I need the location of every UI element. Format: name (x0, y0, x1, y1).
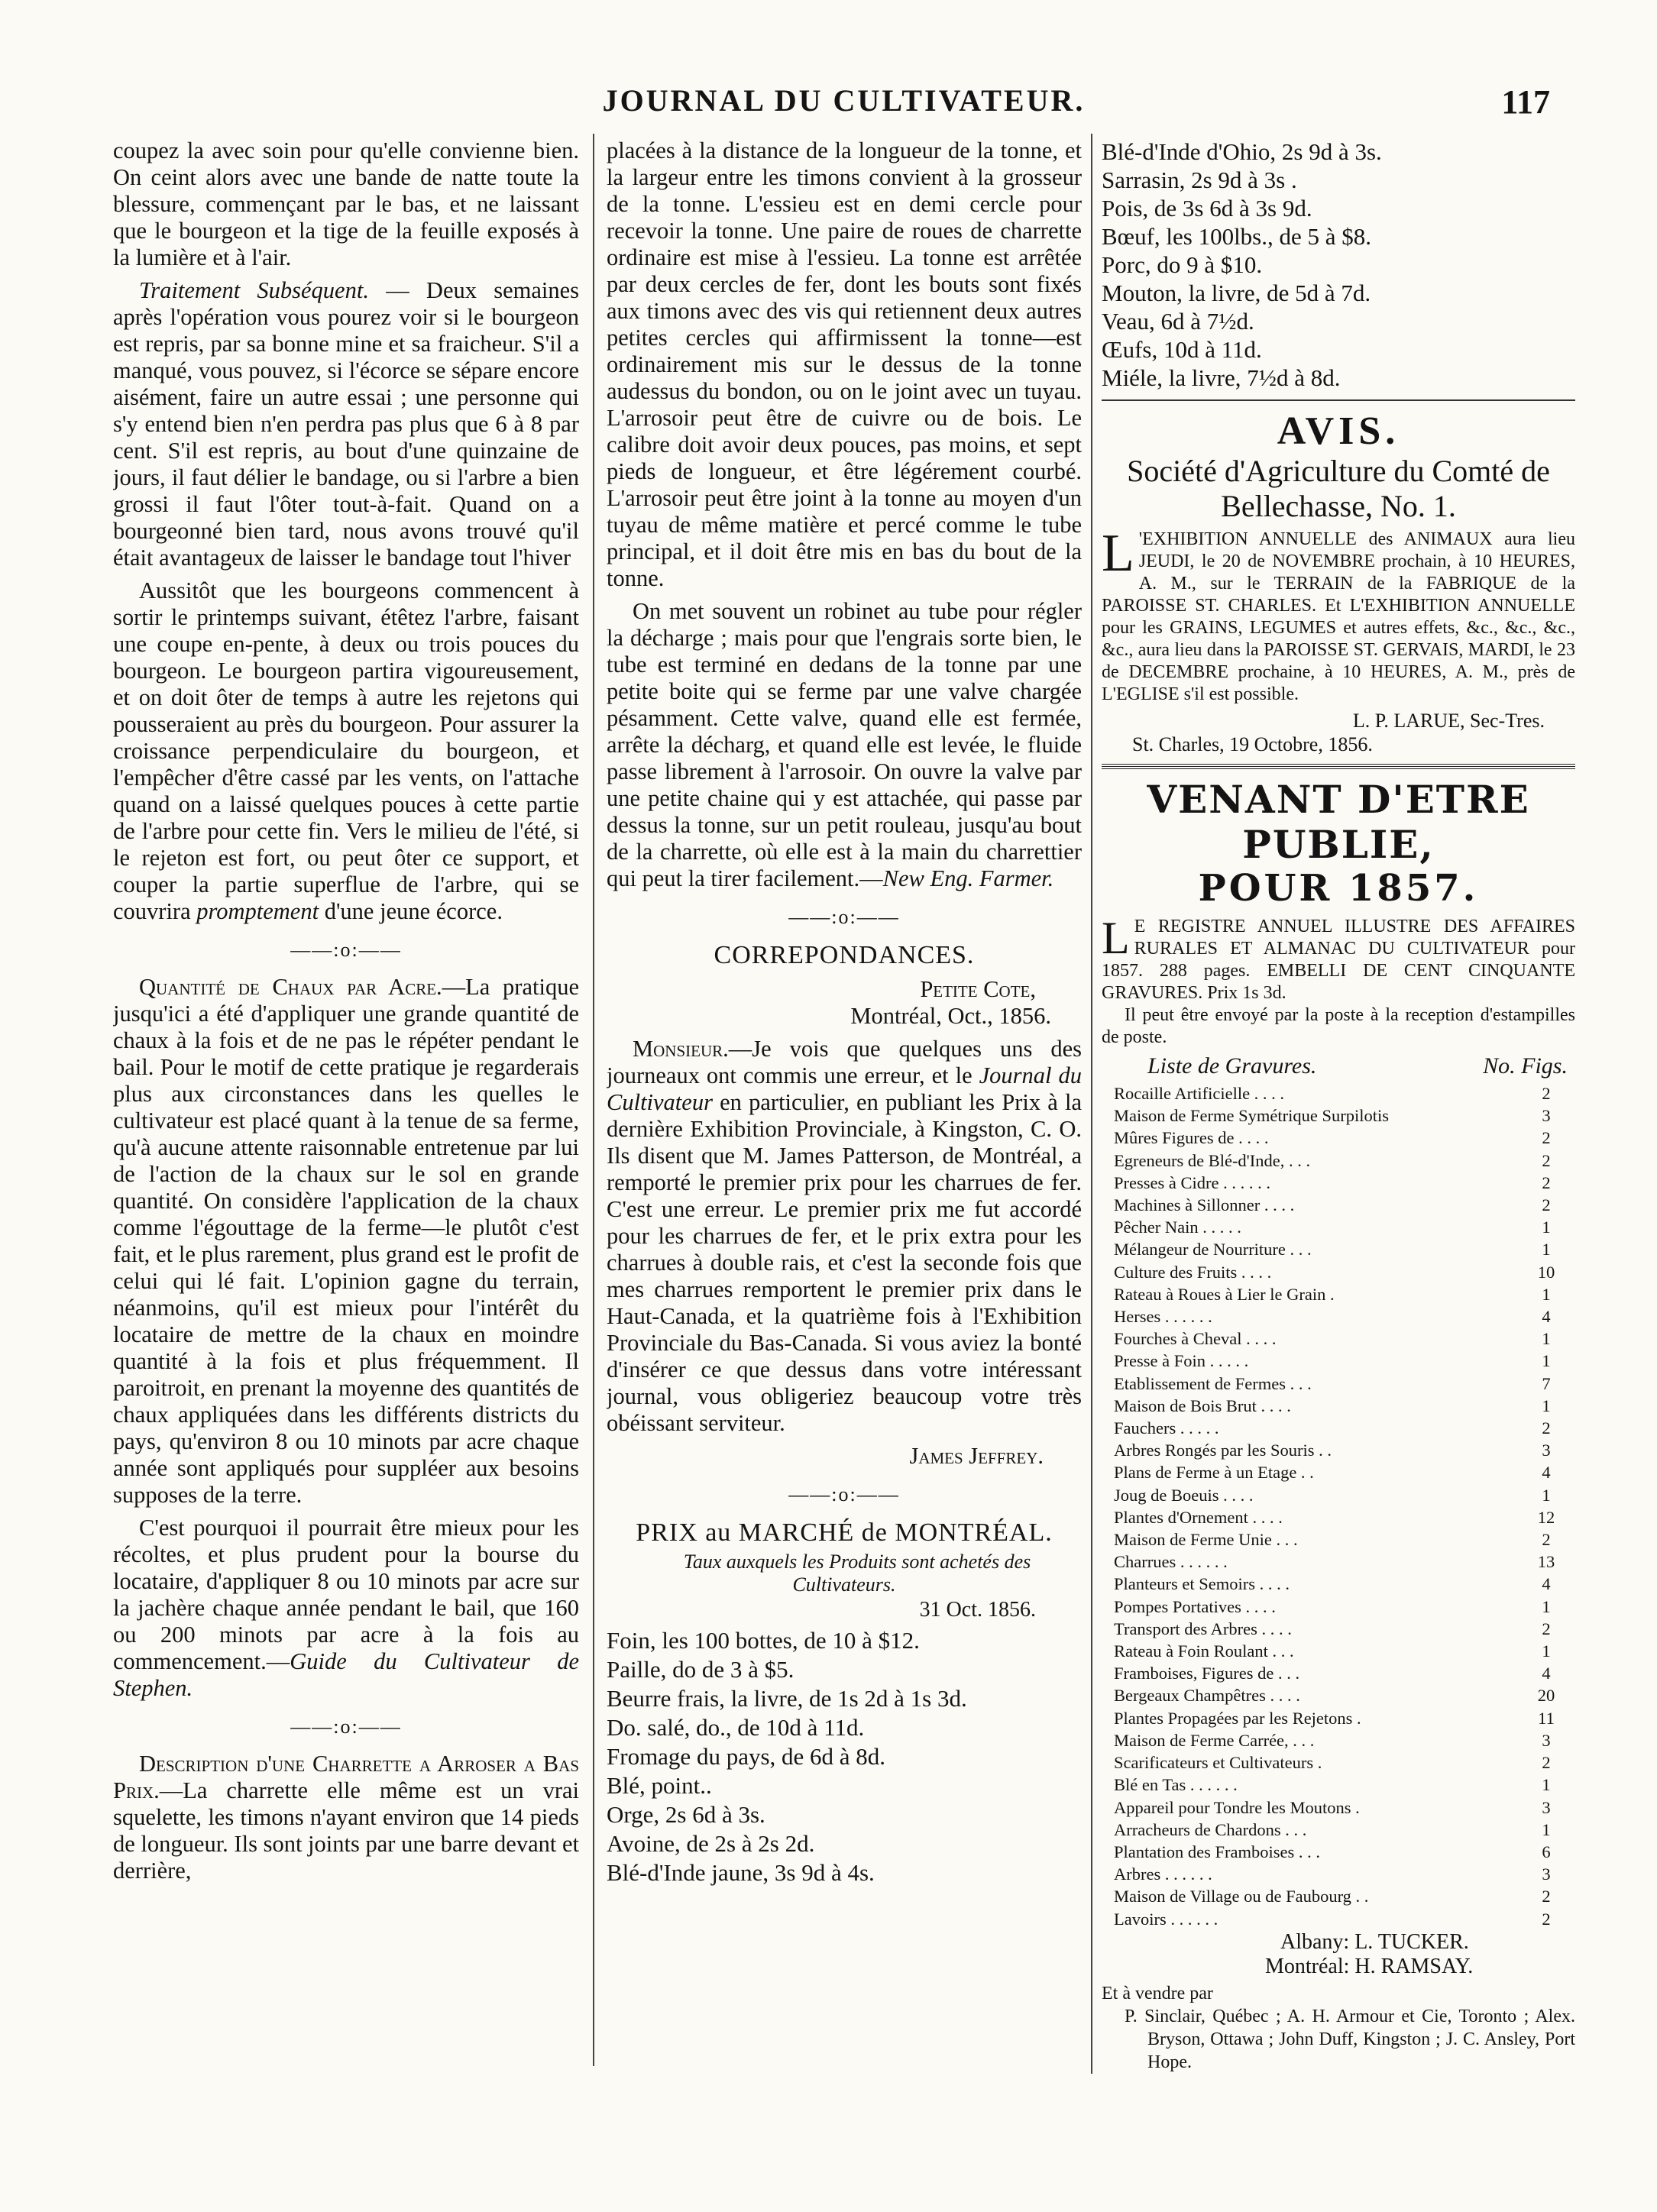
price-line: Blé, point.. (607, 1772, 712, 1799)
divider (1102, 399, 1575, 401)
list-item (1114, 1172, 1562, 1194)
item-count: 3 (1542, 1106, 1551, 1126)
item-count: 1 (1542, 1395, 1551, 1415)
item-count: 2 (1542, 1084, 1551, 1103)
item-name: Plantes d'Ornement . . . . (1114, 1507, 1283, 1527)
list-item (1114, 1528, 1562, 1551)
letter-salutation: Monsieur. (633, 1036, 729, 1062)
paragraph (113, 577, 579, 925)
price-list (607, 1626, 1082, 1887)
ad-subheadline: POUR 1857. (1198, 867, 1479, 910)
item-count: 2 (1542, 1753, 1551, 1773)
item-name: Appareil pour Tondre les Moutons . (1114, 1797, 1360, 1817)
ad-text (1102, 913, 1575, 1004)
price-line: Bœuf, les 100lbs., de 5 à $8. (1102, 223, 1372, 250)
item-name: Scarificateurs et Cultivateurs . (1114, 1753, 1322, 1773)
list-item (1114, 1908, 1562, 1930)
item-count: 12 (1537, 1507, 1555, 1527)
drop-cap: L (1102, 913, 1130, 963)
item-name: Fauchers . . . . . (1114, 1418, 1219, 1438)
item-count: 2 (1542, 1619, 1551, 1638)
list-item (1114, 1484, 1562, 1506)
notice-date: St. Charles, 19 Octobre, 1856. (1132, 733, 1373, 755)
notice-signature: L. P. LARUE, Sec-Tres. (1352, 710, 1545, 732)
ad-body: E REGISTRE ANNUEL ILLUSTRE DES AFFAIRES RURALES ET ALMANAC DU CULTIVATEUR pour 1857. 288 pages. EMBELLI DE CENT CINQUANTE GRAVURES. Prix 1s 3d. (1102, 917, 1575, 1003)
price-line: Pois, de 3s 6d à 3s 9d. (1102, 195, 1312, 222)
price-line: Beurre frais, la livre, de 1s 2d à 1s 3d. (607, 1685, 967, 1712)
list-item (1114, 1216, 1562, 1238)
item-name: Machines à Sillonner . . . . (1114, 1195, 1295, 1215)
paragraph (607, 598, 1082, 892)
item-name: Framboises, Figures de . . . (1114, 1664, 1300, 1683)
list-item (1114, 1618, 1562, 1640)
market-prices-subtitle: Taux auxquels les Produits sont achetés des Cultivateurs. (683, 1551, 1031, 1596)
item-count: 7 (1542, 1373, 1551, 1393)
section-title: Traitement Subséquent. (139, 277, 369, 303)
list-item (1114, 1506, 1562, 1528)
item-name: Mélangeur de Nourriture . . . (1114, 1240, 1312, 1260)
notice-text (1102, 524, 1575, 706)
ad-headline: VENANT D'ETRE PUBLIE, (1147, 777, 1530, 867)
item-name: Maison de Ferme Symétrique Surpilotis (1114, 1106, 1389, 1126)
item-count: 3 (1542, 1864, 1551, 1884)
list-item (1114, 1417, 1562, 1439)
item-name: Maison de Ferme Unie . . . (1114, 1530, 1298, 1550)
notice-heading: AVIS. (1277, 409, 1400, 453)
list-item (1114, 1261, 1562, 1283)
list-item (1114, 1305, 1562, 1328)
list-item (1114, 1283, 1562, 1305)
emphasis: Journal du Cultivateur (607, 1062, 1082, 1115)
item-name: Arbres . . . . . . (1114, 1864, 1212, 1884)
publisher-albany: Albany: L. TUCKER. (1280, 1929, 1469, 1954)
item-name: Maison de Ferme Carrée, . . . (1114, 1730, 1315, 1750)
item-count: 1 (1542, 1596, 1551, 1616)
column-2 (607, 137, 1082, 2212)
list-item (1114, 1350, 1562, 1372)
item-count: 2 (1542, 1150, 1551, 1170)
item-name: Rocaille Artificielle . . . . (1114, 1084, 1285, 1103)
list-item (1114, 1551, 1562, 1573)
paragraph-text: Aussitôt que les bourgeons commencent à sortir le printemps suivant, étêtez l'arbre, faisant une coupe en-pente, à deux ou trois pouces du bourgeon. Le bourgeon partira vigoureusement, et on doit ôter de temps à autre les rejetons qui pousseraient au près du bourgeon. Pour assurer la croissance perpendiculaire du bourgeon, et l'empêcher d'être cassé par les vents, on l'attache quand on a laissé quelques pouces à cette partie de l'arbre pour cette fin. Vers le milieu de l'été, si le rejeton est fort, ou peut ôter ce support, et couper la partie superflue de l'arbre, qui se couvrira (113, 577, 579, 924)
price-line: Do. salé, do., de 10d à 11d. (607, 1714, 865, 1741)
list-item (1114, 1461, 1562, 1483)
item-name: Fourches à Cheval . . . . (1114, 1329, 1277, 1349)
column-rule-2 (1091, 134, 1092, 2074)
publisher-montreal: Montréal: H. RAMSAY. (1265, 1954, 1474, 1978)
separator: ——:o:—— (788, 1483, 900, 1505)
item-name: Etablissement de Fermes . . . (1114, 1373, 1312, 1393)
item-count: 1 (1542, 1329, 1551, 1349)
price-line: Foin, les 100 bottes, de 10 à $12. (607, 1627, 920, 1654)
item-count: 1 (1542, 1775, 1551, 1795)
price-line: Sarrasin, 2s 9d à 3s . (1102, 167, 1297, 193)
item-count: 1 (1542, 1819, 1551, 1839)
ad-postal-note: Il peut être envoyé par la poste à la reception d'estampilles de poste. (1102, 1005, 1575, 1047)
price-line: Mouton, la livre, de 5d à 7d. (1102, 280, 1371, 306)
item-name: Charrues . . . . . . (1114, 1552, 1228, 1572)
column-1 (113, 137, 579, 2212)
paragraph (113, 277, 579, 571)
society-title: Société d'Agriculture du Comté de Bellechasse, No. 1. (1127, 454, 1550, 523)
item-name: Culture des Fruits . . . . (1114, 1262, 1272, 1282)
paragraph-text: — Deux semaines après l'opération vous pourez voir si le bourgeon est repris, par sa bonne mine et sa fraicheur. S'il a manqué, vous pouvez, si l'écorce se sépare encore aisément, faire un autre essai ; une personne qui s'y entend bien n'en perdra pas plus que 6 à 8 par cent. S'il est repris, au bout d'une quinzaine de jours, il faut délier le bandage, ou si l'arbre a bien grossi il faut l'ôter tout-à-fait. Quand on a bourgeonné bien tard, nous avons trouvé qu'il était avantageux de laisser le bandage tout l'hiver (113, 277, 579, 571)
paragraph-text: en particulier, en publiant les Prix à la dernière Exhibition Provinciale, à Kingston, C. O. Ils disent que M. James Patterson, de Montréal, a remporté le premier prix pour les charrues de fer. C'est une erreur. Le premier prix me fut accordé pour les charrues de fer, et le prix extra pour les charrues à double rais, et c'est la seconde fois que mes charrues remportent le premier prix dans le Haut-Canada, et la quatrième fois à l'Exhibition Provinciale du Bas-Canada. Si vous aviez la bonté d'insérer ce que dessus dans votre intéressant journal, vous obligeriez beaucoup votre très obéissant serviteur. (607, 1089, 1082, 1436)
column-rule-1 (593, 134, 594, 2066)
engravings-list-header (1147, 1053, 1568, 1079)
item-name: Bergeaux Champêtres . . . . (1114, 1686, 1300, 1706)
item-name: Plans de Ferme à un Etage . . (1114, 1463, 1314, 1483)
item-name: Maison de Bois Brut . . . . (1114, 1395, 1291, 1415)
item-name: Blé en Tas . . . . . . (1114, 1775, 1238, 1795)
list-item (1114, 1841, 1562, 1863)
item-count: 1 (1542, 1284, 1551, 1304)
list-item (1114, 1819, 1562, 1841)
list-item (1114, 1104, 1562, 1127)
paragraph-text: On met souvent un robinet au tube pour régler la décharge ; mais pour que l'engrais sorte bien, le tube est terminé en dedans de la tonne par une petite boite qui se ferme par une valve chargée pésamment. Cette valve, quand elle est fermée, arrête la décharg, et quand elle est levée, le fluide passe librement à l'arrosoir. On ouvre la valve par une petite chaine qui y est attachée, qui passe par dessus la tonne, sur un petit rouleau, jusqu'au bout de la charrette, où elle est à la main du charrettier qui peut la tirer facilement.— (607, 598, 1082, 891)
item-count: 1 (1542, 1641, 1551, 1661)
item-name: Lavoirs . . . . . . (1114, 1909, 1218, 1929)
price-line: Veau, 6d à 7½d. (1102, 308, 1254, 335)
letter-signature: James Jeffrey. (909, 1443, 1044, 1469)
price-line: Blé-d'Inde jaune, 3s 9d à 4s. (607, 1859, 875, 1886)
paragraph-text: d'une jeune écorce. (324, 898, 503, 924)
stockists-list: P. Sinclair, Québec ; A. H. Armour et Cie, Toronto ; Alex. Bryson, Ottawa ; John Duff, Kingston ; J. C. Ansley, Port Hope. (1125, 2006, 1575, 2072)
item-name: Pêcher Nain . . . . . (1114, 1218, 1241, 1237)
market-prices-date: 31 Oct. 1856. (919, 1598, 1036, 1622)
correspondence-heading: CORREPONDANCES. (714, 941, 975, 969)
list-item (1114, 1796, 1562, 1819)
list-item (1114, 1082, 1562, 1104)
price-line: Orge, 2s 6d à 3s. (607, 1801, 765, 1828)
item-count: 1 (1542, 1351, 1551, 1371)
item-count: 4 (1542, 1574, 1551, 1594)
price-line: Avoine, de 2s à 2s 2d. (607, 1830, 815, 1857)
divider (1102, 764, 1575, 769)
list-item (1114, 1662, 1562, 1684)
item-name: Rateau à Foin Roulant . . . (1114, 1641, 1294, 1661)
paragraph-text: —La pratique jusqu'ici a été d'appliquer une grande quantité de chaux à la fois et de ne pas le répéter pendant le bail. Pour le motif de cette pratique je regarderais plus aux circonstances dans les quelles le cultivateur est placé quant à la tenue de sa ferme, qu'à aucune attente raisonnable entretenue par lui de l'action de la chaux sur le sol en grande quantité. On considère l'application de la chaux comme l'égouttage de la ferme—le plutôt c'est fait, et le plus rarement, plus grand est le profit de celui qui lé fait. L'opinion gagne du terrain, néanmoins, qu'il est mieux pour l'intérêt du locataire de mettre de la chaux en moindre quantité à la fois et plus fréquemment. Il paroitroit, en prenant la moyenne des quantités de chaux appliquées dans les différents districts du pays, qu'environ 8 ou 10 minots par acre chaque année sont appliqués pour suppléer aux besoins supposes de la terre. (113, 974, 579, 1508)
running-header (107, 82, 1581, 125)
paragraph (113, 1751, 579, 1884)
item-count: 3 (1542, 1441, 1551, 1460)
item-name: Transport des Arbres . . . . (1114, 1619, 1292, 1638)
item-name: Presse à Foin . . . . . (1114, 1351, 1249, 1371)
list-item (1114, 1150, 1562, 1172)
item-count: 3 (1542, 1730, 1551, 1750)
price-line: Paille, do de 3 à $5. (607, 1656, 795, 1683)
item-name: Mûres Figures de . . . . (1114, 1128, 1269, 1148)
list-item (1114, 1684, 1562, 1706)
paragraph: coupez la avec soin pour qu'elle convienne bien. On ceint alors avec une bande de natte toute la blessure, commençant par le bas, et ne laissant que le bourgeon et la tige de la feuille exposés à la lumière et à l'air. (113, 137, 579, 270)
list-item (1114, 1127, 1562, 1149)
list-item (1114, 1238, 1562, 1260)
notice-body: 'EXHIBITION ANNUELLE des ANIMAUX aura lieu JEUDI, le 20 de NOVEMBRE prochain, à 10 HEURES, A. M., sur le TERRAIN de la FABRIQUE de la PAROISSE ST. CHARLES. Et L'EXHIBITION ANNUELLE pour les GRAINS, LEGUMES et autres effets, &c., &c., &c., &c., aura lieu dans la PAROISSE ST. GERVAIS, MARDI, le 23 de DECEMBRE prochaine, à 10 HEURES, A. M., près de L'EGLISE s'il est possible. (1102, 529, 1575, 704)
item-count: 10 (1537, 1262, 1555, 1282)
item-name: Presses à Cidre . . . . . . (1114, 1172, 1270, 1192)
price-list-continued (1102, 137, 1575, 392)
engravings-list (1102, 1082, 1575, 1930)
price-line: Œufs, 10d à 11d. (1102, 336, 1262, 363)
item-count: 2 (1542, 1128, 1551, 1148)
item-count: 13 (1537, 1552, 1555, 1572)
list-item (1114, 1885, 1562, 1907)
item-count: 20 (1537, 1686, 1555, 1706)
item-count: 11 (1538, 1708, 1555, 1728)
price-line: Blé-d'Inde d'Ohio, 2s 9d à 3s. (1102, 138, 1382, 165)
letter-place: Petite Cote, (920, 976, 1036, 1002)
list-item (1114, 1640, 1562, 1662)
separator: ——:o:—— (290, 939, 402, 961)
paragraph: placées à la distance de la longueur de la tonne, et la largeur entre les timons convient à la grosseur de la tonne. L'essieu est en demi cercle pour recevoir la tonne. Une paire de roues de charrette ordinaire est mise à l'essieu. La tonne est arrêtée par deux cercles de fer, dont les bouts sont fixés aux timons avec des vis qui retiennent deux autres petites cercles qui affirmissent la tonne—est ordinairement mis sur le dessus de la tonne audessus du bondon, ou on le joint avec un tuyau. L'arrosoir peut être de cuivre ou de bois. Le calibre doit avoir deux pouces, pas moins, et sept pieds de longueur, et être légérement courbé. L'arrosoir peut être joint à la tonne au moyen d'un tuyau de même matière et percé comme le tube principal, et il doit être mis en bas du bout de la tonne. (607, 137, 1082, 591)
source-citation: New Eng. Farmer. (882, 865, 1054, 891)
item-count: 4 (1542, 1307, 1551, 1327)
item-name: Arbres Rongés par les Souris . . (1114, 1441, 1332, 1460)
stockists-heading: Et à vendre par (1102, 1983, 1213, 2003)
source-citation: Guide du Cultivateur de Stephen. (113, 1648, 579, 1701)
separator: ——:o:—— (290, 1716, 402, 1738)
list-header-left: Liste de Gravures. (1147, 1053, 1317, 1079)
paragraph-text: C'est pourquoi il pourrait être mieux pour les récoltes, et plus prudent pour la bourse du locataire, d'appliquer 8 ou 10 minots par acre sur la jachère chaque année pendant le bail, que 160 ou 200 minots par acre à la fois au commencement.— (113, 1515, 579, 1674)
paragraph (607, 1036, 1082, 1437)
item-count: 4 (1542, 1463, 1551, 1483)
item-count: 2 (1542, 1909, 1551, 1929)
paragraph-text: —La charrette elle même est un vrai squelette, les timons n'ayant environ que 14 pieds de longueur. Ils sont joints par une barre devant et derrière, (113, 1777, 579, 1884)
list-item (1114, 1707, 1562, 1729)
item-name: Plantes Propagées par les Rejetons . (1114, 1708, 1361, 1728)
item-count: 1 (1542, 1240, 1551, 1260)
paragraph-text: —Je vois que quelques uns des journeaux ont commis une erreur, et le (607, 1036, 1082, 1088)
item-name: Rateau à Roues à Lier le Grain . (1114, 1284, 1335, 1304)
item-count: 1 (1542, 1218, 1551, 1237)
price-line: Fromage du pays, de 6d à 8d. (607, 1743, 886, 1770)
item-count: 2 (1542, 1172, 1551, 1192)
paragraph (113, 1515, 579, 1702)
list-item (1114, 1439, 1562, 1461)
item-name: Pompes Portatives . . . . (1114, 1596, 1276, 1616)
page-number: 117 (1501, 83, 1550, 121)
journal-title: JOURNAL DU CULTIVATEUR. (602, 83, 1086, 118)
emphasis: promptement (196, 898, 319, 924)
item-name: Plantation des Framboises . . . (1114, 1842, 1320, 1861)
item-name: Planteurs et Semoirs . . . . (1114, 1574, 1290, 1594)
list-item (1114, 1751, 1562, 1774)
column-3 (1102, 137, 1575, 2212)
item-count: 2 (1542, 1530, 1551, 1550)
section-title: Quantité de Chaux par Acre. (139, 974, 442, 1000)
item-name: Herses . . . . . . (1114, 1307, 1212, 1327)
list-item (1114, 1328, 1562, 1350)
item-count: 4 (1542, 1664, 1551, 1683)
item-count: 2 (1542, 1418, 1551, 1438)
list-item (1114, 1573, 1562, 1595)
item-name: Maison de Village ou de Faubourg . . (1114, 1887, 1369, 1906)
list-header-right: No. Figs. (1483, 1053, 1568, 1079)
list-item (1114, 1729, 1562, 1751)
item-count: 6 (1542, 1842, 1551, 1861)
item-count: 2 (1542, 1195, 1551, 1215)
price-line: Miéle, la livre, 7½d à 8d. (1102, 364, 1341, 391)
separator: ——:o:—— (788, 906, 900, 928)
letter-date: Montréal, Oct., 1856. (850, 1003, 1051, 1029)
item-count: 1 (1542, 1485, 1551, 1505)
item-count: 2 (1542, 1887, 1551, 1906)
item-name: Egreneurs de Blé-d'Inde, . . . (1114, 1150, 1311, 1170)
list-item (1114, 1774, 1562, 1796)
item-name: Arracheurs de Chardons . . . (1114, 1819, 1307, 1839)
section-title: Description d'une Charrette a Arroser a Bas Prix. (113, 1751, 579, 1803)
item-name: Joug de Boeuis . . . . (1114, 1485, 1254, 1505)
paragraph (113, 974, 579, 1509)
price-line: Porc, do 9 à $10. (1102, 251, 1263, 278)
list-item (1114, 1395, 1562, 1417)
item-count: 3 (1542, 1797, 1551, 1817)
list-item (1114, 1194, 1562, 1216)
list-item (1114, 1863, 1562, 1885)
drop-cap: L (1102, 524, 1134, 583)
list-item (1114, 1373, 1562, 1395)
list-item (1114, 1596, 1562, 1618)
market-prices-heading: PRIX au MARCHÉ de MONTRÉAL. (636, 1518, 1053, 1547)
